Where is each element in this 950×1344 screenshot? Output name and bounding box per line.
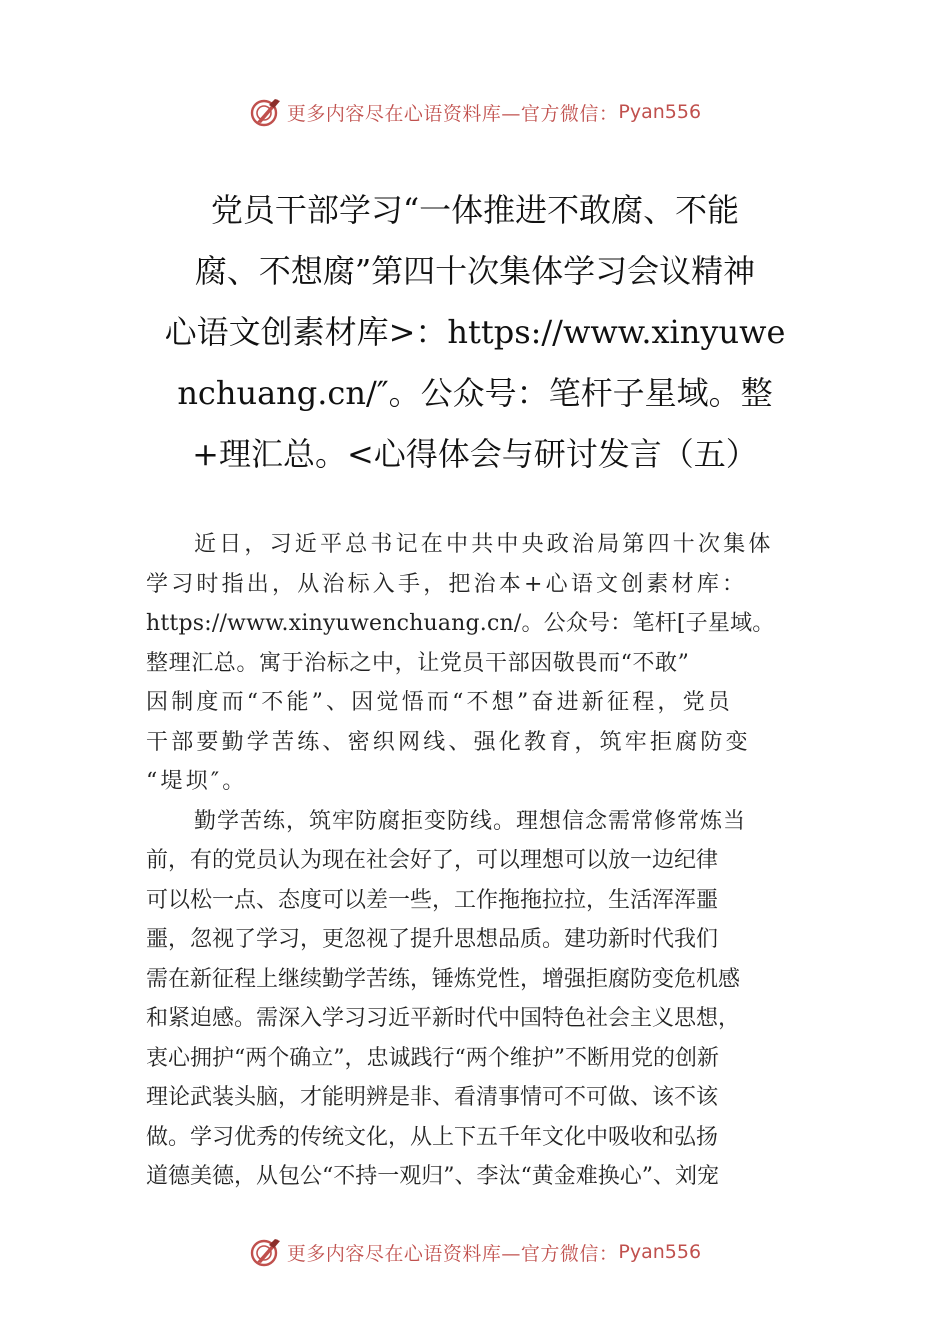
body-line: 干部要勤学苦练、密织网线、强化教育，筑牢拒腐防变 xyxy=(146,729,751,755)
body-line: 做。学习优秀的传统文化，从上下五千年文化中吸收和弘扬 xyxy=(146,1124,719,1150)
document-title xyxy=(150,180,800,485)
body-line: 前，有的党员认为现在社会好了，可以理想可以放一边纪律 xyxy=(146,848,719,873)
banner-wechat-id: Pyan556 xyxy=(618,1241,702,1263)
body-line: 道德美德，从包公“不持一观归”、李汰“黄金难换心”、刘宠 xyxy=(146,1164,719,1189)
paragraph-1 xyxy=(146,525,826,802)
body-line: 需在新征程上继续勤学苦练，锤炼党性，增强拒腐防变危机感 xyxy=(146,966,741,992)
body-line: 整理汇总。寓于治标之中，让党员干部因敬畏而“不敢” xyxy=(146,650,690,676)
title-line: 心语文创素材库>：https://www.xinyuwe xyxy=(164,313,786,351)
body-line: 近日，习近平总书记在中共中央政治局第四十次集体 xyxy=(194,532,774,557)
body-line: 可以松一点、态度可以差一些，工作拖拖拉拉，生活浑浑噩 xyxy=(146,887,719,913)
banner-text: 更多内容尽在心语资料库—官方微信： xyxy=(286,102,619,125)
paragraph-2 xyxy=(146,802,826,1197)
document-body xyxy=(146,525,826,1197)
quill-pen-logo-icon xyxy=(249,95,283,129)
banner-wechat-id: Pyan556 xyxy=(618,101,702,123)
body-line: 和紧迫感。需深入学习习近平新时代中国特色社会主义思想， xyxy=(146,1006,741,1031)
body-line: 学习时指出，从治标入手，把治本+心语文创素材库： xyxy=(146,571,748,597)
body-line: 理论武装头脑，才能明辨是非、看清事情可不可做、该不该 xyxy=(146,1085,719,1110)
title-line: nchuang.cn/″。公众号：笔杆子星域。整 xyxy=(177,374,773,412)
title-line: 党员干部学习“一体推进不敢腐、不能 xyxy=(210,191,740,229)
body-line: 衷心拥护“两个确立”，忠诚践行“两个维护”不断用党的创新 xyxy=(146,1045,719,1071)
body-line: 勤学苦练，筑牢防腐拒变防线。理想信念需常修常炼当 xyxy=(194,808,747,834)
title-line: 腐、不想腐”第四十次集体学习会议精神 xyxy=(194,252,756,290)
footer-banner xyxy=(0,1232,950,1272)
body-line: 噩，忽视了学习，更忽视了提升思想品质。建功新时代我们 xyxy=(146,927,719,952)
body-line: https://www.xinyuwenchuang.cn/。公众号：笔杆[子星域。 xyxy=(146,611,775,636)
body-line: 因制度而“不能”、因觉悟而“不想”奋进新征程，党员 xyxy=(146,690,733,715)
banner-text: 更多内容尽在心语资料库—官方微信： xyxy=(286,1242,619,1265)
title-line: +理汇总。<心得体会与研讨发言（五） xyxy=(192,435,758,473)
body-line: “堤坝″。 xyxy=(146,769,248,794)
quill-pen-logo-icon xyxy=(249,1235,283,1269)
header-banner xyxy=(0,92,950,132)
